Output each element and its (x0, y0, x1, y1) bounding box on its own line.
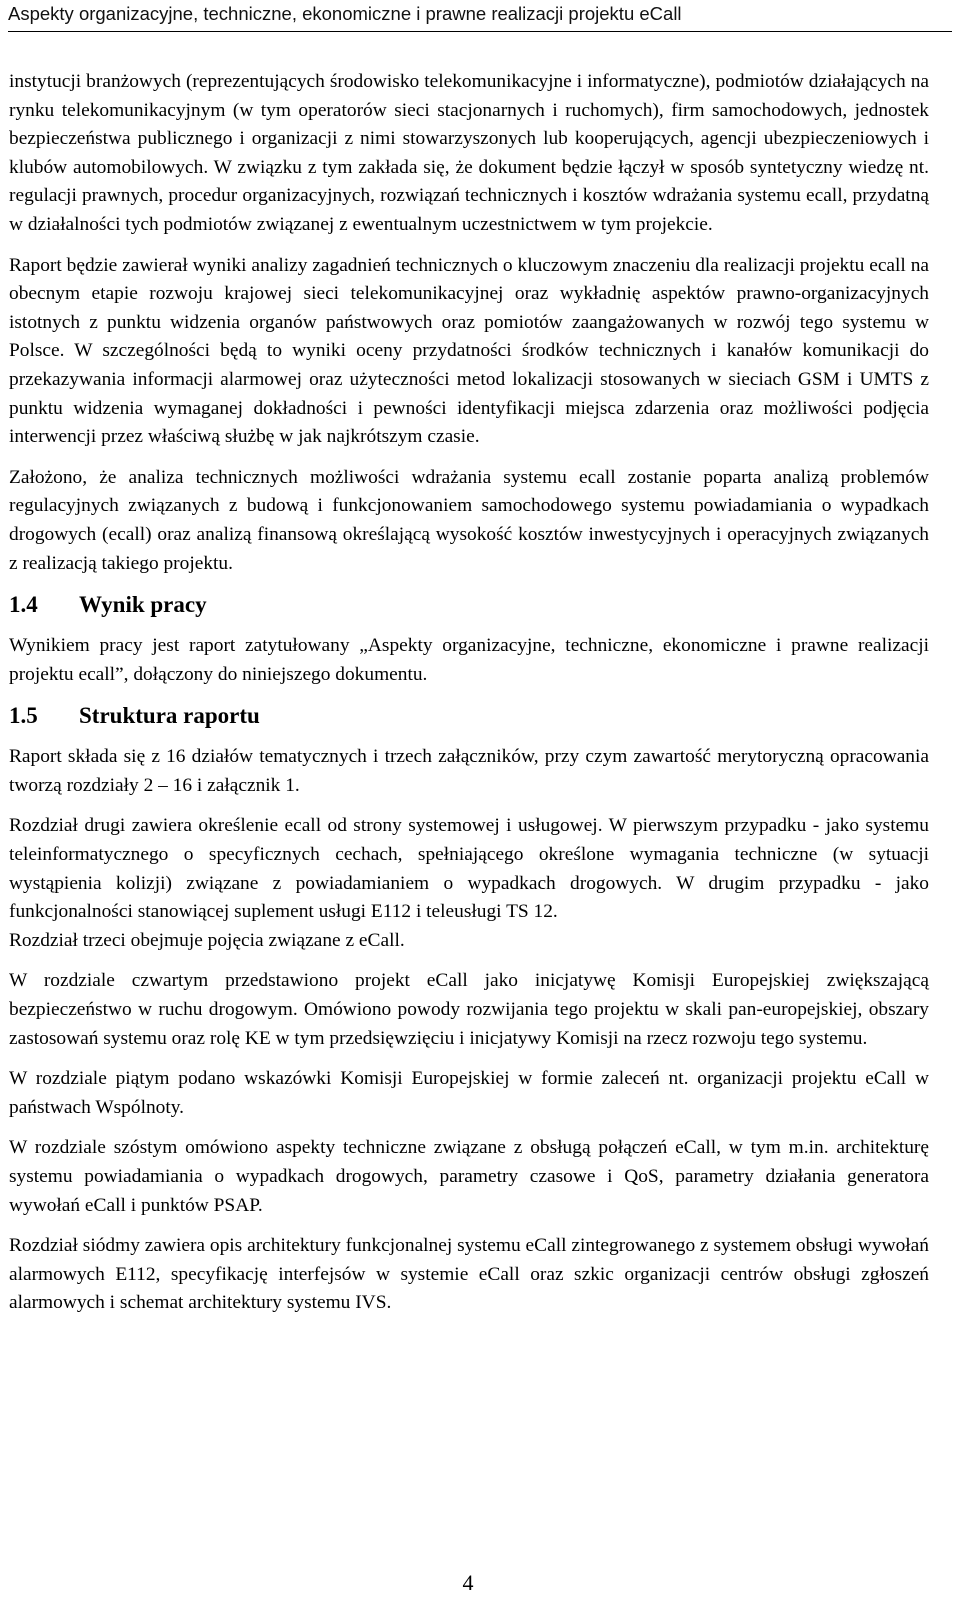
section-number: 1.4 (9, 592, 38, 618)
page-number: 4 (462, 1570, 474, 1595)
header-divider (8, 31, 952, 32)
section-number: 1.5 (9, 703, 38, 729)
paragraph: W rozdziale piątym podano wskazówki Komisji Europejskiej w formie zaleceń nt. organizacji projektu eCall w państwach Wspólnoty. (9, 1068, 929, 1118)
paragraph: Raport składa się z 16 działów tematycznych i trzech załączników, przy czym zawartość merytoryczną opracowania tworzą rozdziały 2 – 16 i załącznik 1. (9, 746, 929, 796)
section-title: Wynik pracy (79, 592, 207, 618)
paragraph: Rozdział trzeci obejmuje pojęcia związane z eCall. (9, 929, 405, 951)
paragraph: Rozdział drugi zawiera określenie ecall od strony systemowej i usługowej. W pierwszym przypadku - jako systemu teleinformatycznego o specyficznych cechach, spełniającego określone wymagania techniczne (w sytuacji wystąpienia kolizji) związane z powiadamianiem o wypadkach drogowych. W drugim przypadku - jako funkcjonalności stanowiącej suplement usługi E112 i teleusługi TS 12. (9, 815, 929, 923)
paragraph: instytucji branżowych (reprezentujących środowisko telekomunikacyjne i informatyczne), podmiotów działających na rynku telekomunikacyjnym (w tym operatorów sieci stacjonarnych i ruchomych), firm samochodowych, jednostek bezpieczeństwa publicznego i organizacji z nimi stowarzyszonych lub kooperujących, agencji ubezpieczeniowych i klubów automobilowych. W związku z tym zakłada się, że dokument będzie łączył w sposób syntetyczny wiedzę nt. regulacji prawnych, procedur organizacyjnych, rozwiązań technicznych i kosztów wdrażania systemu ecall, przydatną w działalności tych podmiotów związanej z ewentualnym uczestnictwem w tym projekcie. (9, 71, 929, 235)
paragraph: W rozdziale czwartym przedstawiono projekt eCall jako inicjatywę Komisji Europejskiej zwiększającą bezpieczeństwo w ruchu drogowym. Omówiono powody rozwijania tego projektu w skali pan-europejskiej, obszary zastosowań systemu oraz rolę KE w tym przedsięwzięciu i inicjatywy Komisji na rzecz rozwoju tego systemu. (9, 970, 929, 1049)
running-header: Aspekty organizacyjne, techniczne, ekonomiczne i prawne realizacji projektu eCall (8, 3, 682, 24)
document-body (9, 68, 929, 1330)
paragraph: Rozdział siódmy zawiera opis architektury funkcjonalnej systemu eCall zintegrowanego z systemem obsługi wywołań alarmowych E112, specyfikację interfejsów w systemie eCall oraz szkic organizacji centrów obsługi zgłoszeń alarmowych i schemat architektury systemu IVS. (9, 1235, 929, 1314)
paragraph: Raport będzie zawierał wyniki analizy zagadnień technicznych o kluczowym znaczeniu dla realizacji projektu ecall na obecnym etapie rozwoju krajowej sieci telekomunikacyjnej oraz wykładnię aspektów prawno-organizacyjnych istotnych z punktu widzenia organów państwowych oraz pomiotów zaangażowanych w rozwój tego systemu w Polsce. W szczególności będą to wyniki oceny przydatności środków technicznych i kanałów komunikacji do przekazywania informacji alarmowej oraz użyteczności metod lokalizacji stosowanych w sieciach GSM i UMTS z punktu widzenia wymaganej dokładności i pewności identyfikacji miejsca zdarzenia oraz możliwości podjęcia interwencji przez właściwą służbę w jak najkrótszym czasie. (9, 254, 929, 448)
paragraph: W rozdziale szóstym omówiono aspekty techniczne związane z obsługą połączeń eCall, w tym m.in. architekturę systemu powiadamiania o wypadkach drogowych, parametry czasowe i QoS, parametry działania generatora wywołań eCall i punktów PSAP. (9, 1137, 929, 1216)
section-heading-1-5 (9, 701, 929, 731)
paragraph: Wynikiem pracy jest raport zatytułowany „Aspekty organizacyjne, techniczne, ekonomiczne i prawne realizacji projektu ecall”, dołączony do niniejszego dokumentu. (9, 635, 929, 685)
paragraph: Założono, że analiza technicznych możliwości wdrażania systemu ecall zostanie poparta analizą problemów regulacyjnych związanych z budową i funkcjonowaniem samochodowego systemu powiadamiania o wypadkach drogowych (ecall) oraz analizą finansową określającą wysokość kosztów inwestycyjnych i operacyjnych związanych z realizacją takiego projektu. (9, 466, 929, 574)
section-title: Struktura raportu (79, 703, 260, 729)
section-heading-1-4 (9, 590, 929, 620)
